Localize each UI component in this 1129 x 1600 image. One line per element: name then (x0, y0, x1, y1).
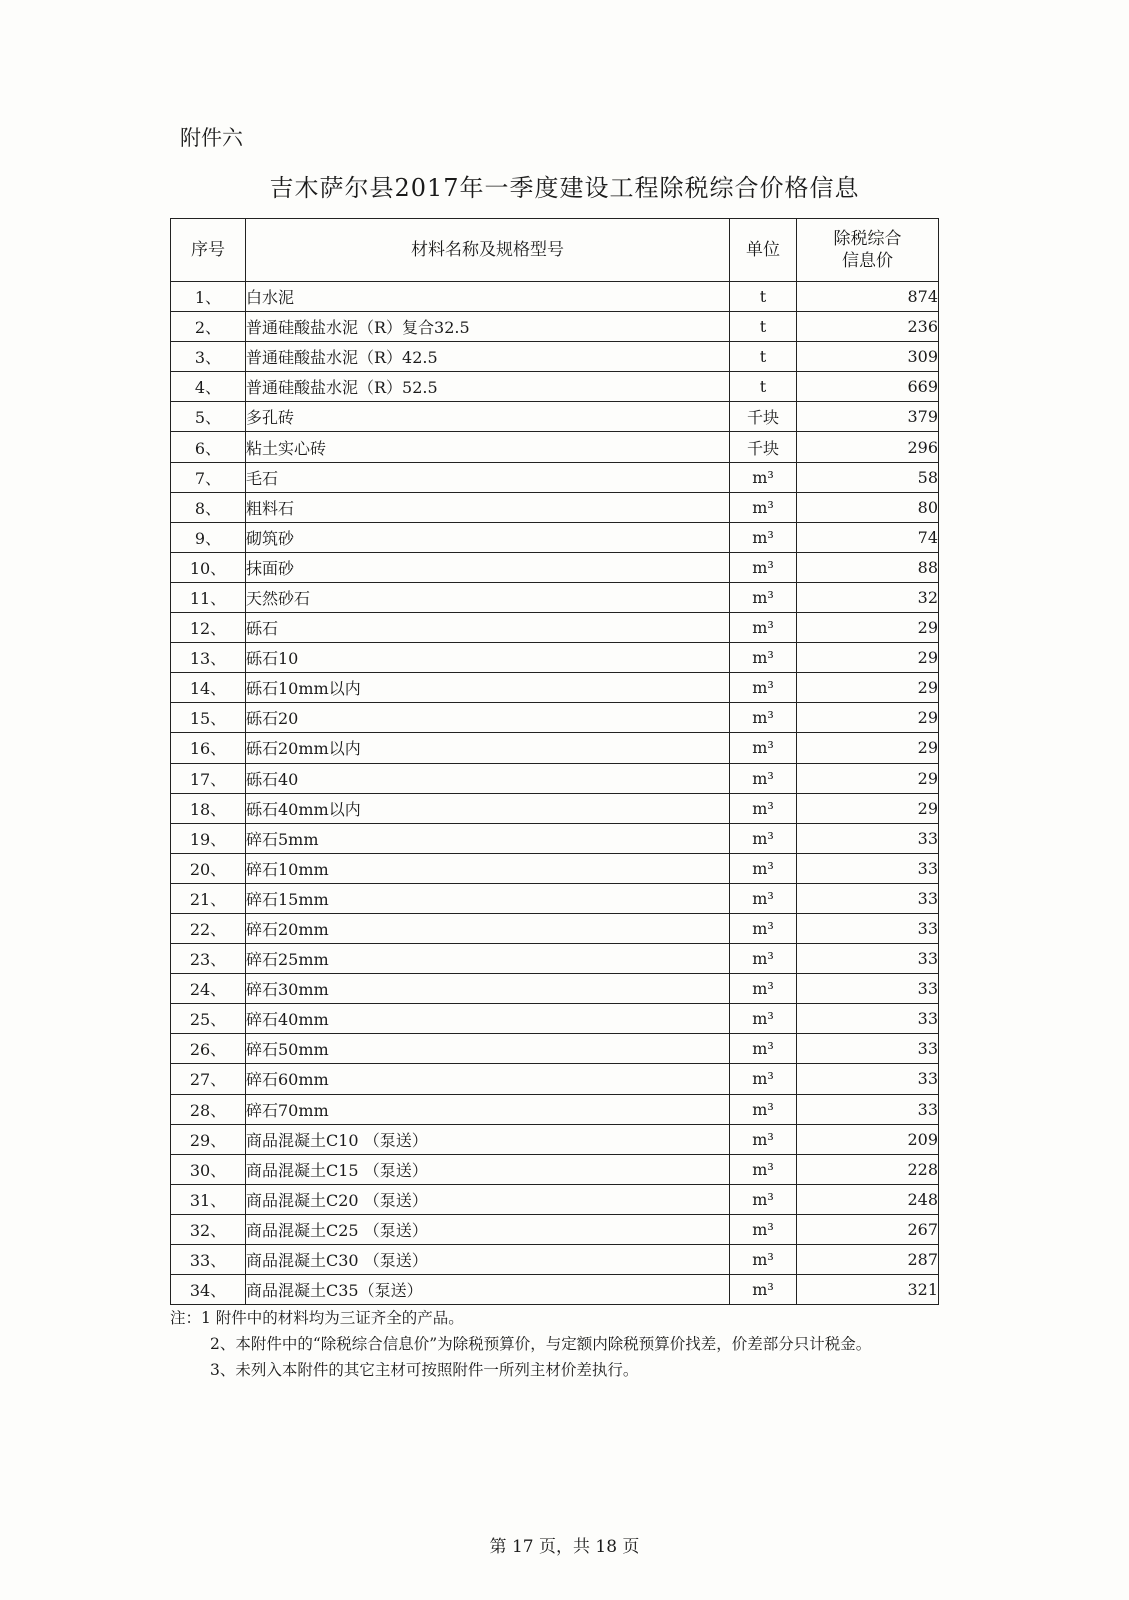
row-price: 33 (797, 883, 939, 913)
row-name: 碎石5mm (246, 823, 730, 853)
row-price: 33 (797, 944, 939, 974)
table-row (171, 1184, 939, 1214)
row-unit: m³ (730, 462, 797, 492)
row-price: 29 (797, 793, 939, 823)
row-price: 874 (797, 282, 939, 312)
row-price: 29 (797, 703, 939, 733)
row-name: 普通硅酸盐水泥（R）复合32.5 (246, 312, 730, 342)
row-index: 6、 (171, 432, 246, 462)
row-price: 209 (797, 1124, 939, 1154)
row-unit: t (730, 282, 797, 312)
row-unit: m³ (730, 673, 797, 703)
row-index: 15、 (171, 703, 246, 733)
row-unit: m³ (730, 1184, 797, 1214)
page-number: 第 17 页，共 18 页 (489, 1537, 640, 1557)
table-row (171, 1034, 939, 1064)
row-name: 碎石70mm (246, 1094, 730, 1124)
table-row (171, 462, 939, 492)
table-row (171, 913, 939, 943)
table-row (171, 1004, 939, 1034)
row-name: 碎石15mm (246, 883, 730, 913)
table-row (171, 733, 939, 763)
row-unit: m³ (730, 1064, 797, 1094)
table-row (171, 552, 939, 582)
row-name: 粘土实心砖 (246, 432, 730, 462)
row-index: 2、 (171, 312, 246, 342)
note-2: 2、本附件中的“除税综合信息价”为除税预算价，与定额内除税预算价找差，价差部分只计税金。 (210, 1335, 872, 1353)
row-index: 1、 (171, 282, 246, 312)
row-name: 碎石25mm (246, 944, 730, 974)
table-row (171, 1275, 939, 1305)
row-name: 商品混凝土C10 （泵送） (246, 1124, 730, 1154)
notes (170, 1305, 938, 1383)
row-index: 20、 (171, 853, 246, 883)
row-price: 321 (797, 1275, 939, 1305)
row-index: 3、 (171, 342, 246, 372)
row-price: 29 (797, 733, 939, 763)
row-unit: m³ (730, 1275, 797, 1305)
row-index: 17、 (171, 763, 246, 793)
row-unit: m³ (730, 552, 797, 582)
row-price: 29 (797, 643, 939, 673)
row-index: 12、 (171, 613, 246, 643)
page-title: 吉木萨尔县2017年一季度建设工程除税综合价格信息 (269, 174, 860, 202)
row-price: 669 (797, 372, 939, 402)
row-name: 碎石60mm (246, 1064, 730, 1094)
row-name: 商品混凝土C30 （泵送） (246, 1245, 730, 1275)
row-unit: m³ (730, 944, 797, 974)
row-unit: m³ (730, 492, 797, 522)
table-row (171, 582, 939, 612)
table-row (171, 1124, 939, 1154)
table-row (171, 793, 939, 823)
row-price: 236 (797, 312, 939, 342)
row-price: 287 (797, 1245, 939, 1275)
row-name: 碎石40mm (246, 1004, 730, 1034)
row-price: 33 (797, 1094, 939, 1124)
row-unit: 千块 (730, 402, 797, 432)
row-index: 8、 (171, 492, 246, 522)
row-unit: m³ (730, 1034, 797, 1064)
row-index: 25、 (171, 1004, 246, 1034)
row-index: 18、 (171, 793, 246, 823)
row-price: 74 (797, 522, 939, 552)
row-index: 29、 (171, 1124, 246, 1154)
row-name: 砾石40 (246, 763, 730, 793)
row-price: 33 (797, 974, 939, 1004)
row-price: 32 (797, 582, 939, 612)
table-row (171, 312, 939, 342)
row-price: 29 (797, 673, 939, 703)
row-unit: m³ (730, 522, 797, 552)
row-name: 砌筑砂 (246, 522, 730, 552)
table-row (171, 372, 939, 402)
row-index: 7、 (171, 462, 246, 492)
row-name: 砾石 (246, 613, 730, 643)
row-index: 31、 (171, 1184, 246, 1214)
row-name: 砾石10mm以内 (246, 673, 730, 703)
table-row (171, 522, 939, 552)
row-name: 砾石20mm以内 (246, 733, 730, 763)
row-unit: m³ (730, 913, 797, 943)
row-unit: m³ (730, 853, 797, 883)
table-row (171, 944, 939, 974)
row-price: 296 (797, 432, 939, 462)
row-unit: m³ (730, 883, 797, 913)
row-unit: t (730, 342, 797, 372)
row-index: 21、 (171, 883, 246, 913)
row-price: 309 (797, 342, 939, 372)
row-index: 33、 (171, 1245, 246, 1275)
row-index: 27、 (171, 1064, 246, 1094)
row-price: 29 (797, 613, 939, 643)
row-name: 商品混凝土C20 （泵送） (246, 1184, 730, 1214)
row-name: 碎石30mm (246, 974, 730, 1004)
row-unit: m³ (730, 643, 797, 673)
row-name: 砾石20 (246, 703, 730, 733)
row-name: 砾石40mm以内 (246, 793, 730, 823)
row-name: 商品混凝土C15 （泵送） (246, 1154, 730, 1184)
row-index: 24、 (171, 974, 246, 1004)
row-price: 33 (797, 1064, 939, 1094)
row-price: 379 (797, 402, 939, 432)
row-unit: m³ (730, 1004, 797, 1034)
row-unit: m³ (730, 1154, 797, 1184)
row-index: 11、 (171, 582, 246, 612)
row-unit: m³ (730, 763, 797, 793)
row-unit: m³ (730, 582, 797, 612)
row-index: 5、 (171, 402, 246, 432)
row-price: 228 (797, 1154, 939, 1184)
row-index: 26、 (171, 1034, 246, 1064)
table-row (171, 1214, 939, 1244)
table-row (171, 853, 939, 883)
table-row (171, 883, 939, 913)
row-index: 13、 (171, 643, 246, 673)
note-1: 注：1 附件中的材料均为三证齐全的产品。 (170, 1309, 464, 1327)
row-name: 天然砂石 (246, 582, 730, 612)
row-unit: t (730, 372, 797, 402)
price-table (170, 218, 939, 1305)
row-name: 商品混凝土C25 （泵送） (246, 1214, 730, 1244)
row-index: 19、 (171, 823, 246, 853)
header-unit: 单位 (730, 219, 797, 282)
table-row (171, 432, 939, 462)
table-header-row (171, 219, 939, 282)
row-index: 9、 (171, 522, 246, 552)
row-index: 22、 (171, 913, 246, 943)
row-price: 33 (797, 1034, 939, 1064)
row-index: 23、 (171, 944, 246, 974)
row-unit: 千块 (730, 432, 797, 462)
row-name: 多孔砖 (246, 402, 730, 432)
row-name: 抹面砂 (246, 552, 730, 582)
table-row (171, 763, 939, 793)
row-name: 粗料石 (246, 492, 730, 522)
table-row (171, 492, 939, 522)
row-price: 248 (797, 1184, 939, 1214)
row-name: 碎石50mm (246, 1034, 730, 1064)
row-price: 267 (797, 1214, 939, 1244)
attachment-label: 附件六 (180, 126, 243, 150)
table-row (171, 282, 939, 312)
table-row (171, 673, 939, 703)
table-row (171, 402, 939, 432)
row-price: 33 (797, 913, 939, 943)
row-unit: m³ (730, 823, 797, 853)
row-unit: m³ (730, 974, 797, 1004)
table-row (171, 823, 939, 853)
row-index: 32、 (171, 1214, 246, 1244)
header-name: 材料名称及规格型号 (246, 219, 730, 282)
row-price: 88 (797, 552, 939, 582)
row-unit: m³ (730, 793, 797, 823)
table-row (171, 974, 939, 1004)
row-unit: m³ (730, 1094, 797, 1124)
table-row (171, 1154, 939, 1184)
note-3: 3、未列入本附件的其它主材可按照附件一所列主材价差执行。 (210, 1361, 639, 1379)
table-row (171, 703, 939, 733)
row-index: 4、 (171, 372, 246, 402)
row-index: 14、 (171, 673, 246, 703)
row-unit: t (730, 312, 797, 342)
row-name: 毛石 (246, 462, 730, 492)
row-name: 商品混凝土C35（泵送） (246, 1275, 730, 1305)
row-name: 碎石10mm (246, 853, 730, 883)
row-price: 80 (797, 492, 939, 522)
table-row (171, 1094, 939, 1124)
row-name: 碎石20mm (246, 913, 730, 943)
row-unit: m³ (730, 703, 797, 733)
table-row (171, 1245, 939, 1275)
header-index: 序号 (171, 219, 246, 282)
row-unit: m³ (730, 1245, 797, 1275)
header-price: 除税综合 信息价 (797, 219, 939, 282)
row-index: 28、 (171, 1094, 246, 1124)
row-index: 16、 (171, 733, 246, 763)
row-name: 白水泥 (246, 282, 730, 312)
row-price: 33 (797, 853, 939, 883)
row-unit: m³ (730, 1214, 797, 1244)
row-name: 砾石10 (246, 643, 730, 673)
row-unit: m³ (730, 1124, 797, 1154)
table-row (171, 1064, 939, 1094)
table-row (171, 613, 939, 643)
row-index: 30、 (171, 1154, 246, 1184)
table-row (171, 342, 939, 372)
row-index: 10、 (171, 552, 246, 582)
row-price: 29 (797, 763, 939, 793)
row-unit: m³ (730, 613, 797, 643)
row-price: 58 (797, 462, 939, 492)
row-index: 34、 (171, 1275, 246, 1305)
table-row (171, 643, 939, 673)
row-price: 33 (797, 1004, 939, 1034)
row-name: 普通硅酸盐水泥（R）42.5 (246, 342, 730, 372)
table-body (171, 282, 939, 1305)
row-price: 33 (797, 823, 939, 853)
row-unit: m³ (730, 733, 797, 763)
row-name: 普通硅酸盐水泥（R）52.5 (246, 372, 730, 402)
